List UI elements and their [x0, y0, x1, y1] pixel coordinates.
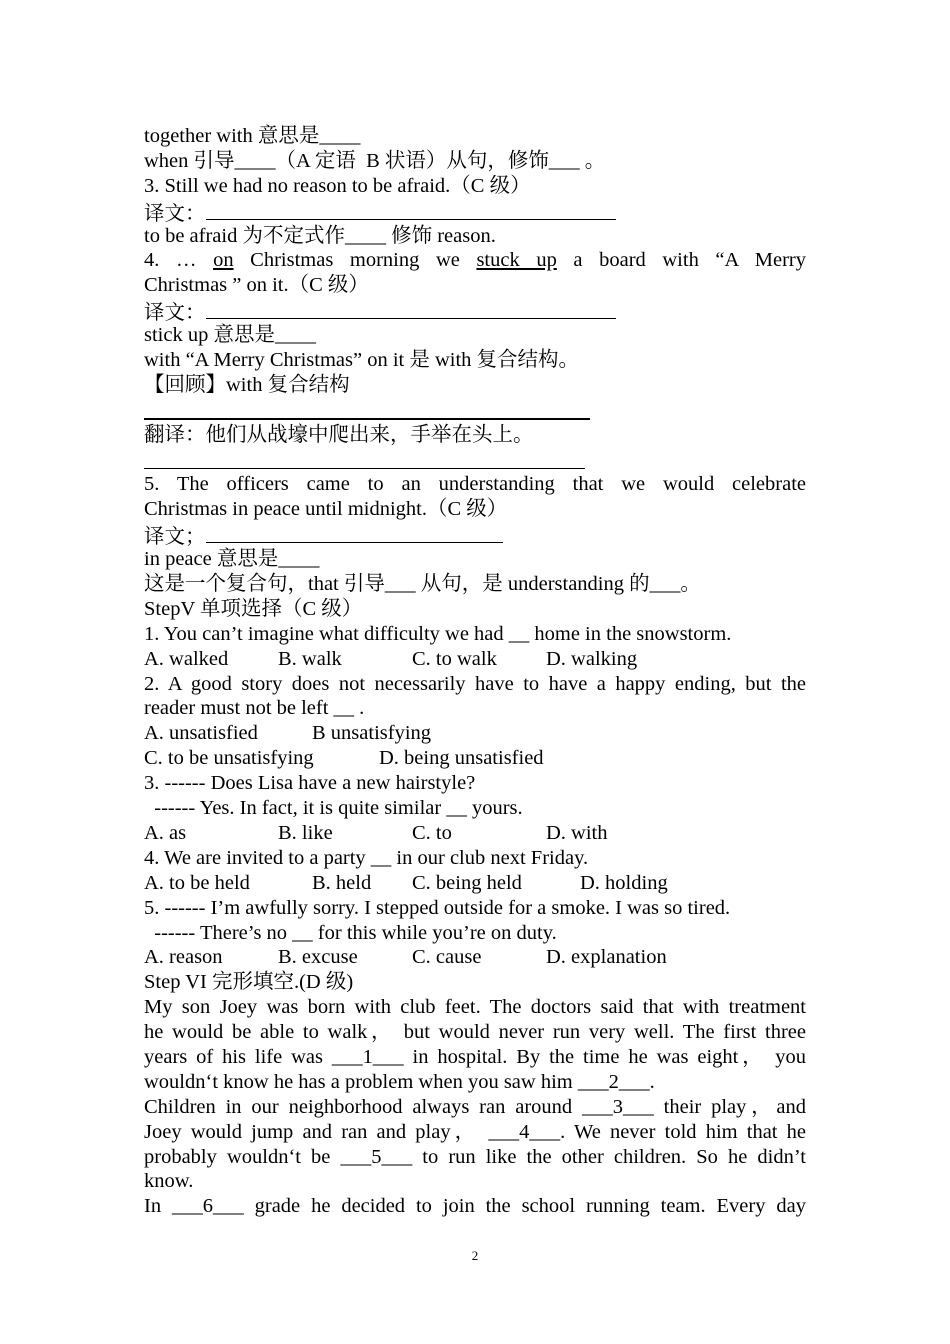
option[interactable]: C. to be unsatisfying — [144, 747, 314, 770]
text-line: 这是一个复合句，that 引导___ 从句，是 understanding 的___。 — [144, 573, 701, 596]
passage-line: know. — [144, 1170, 194, 1193]
mc-options-5 — [144, 945, 806, 970]
translation-line: 译文； — [144, 522, 806, 547]
question-3: 3. Still we had no reason to be afraid.（C 级） — [144, 174, 531, 197]
option[interactable]: C. cause — [412, 946, 482, 969]
text-line: with “A Merry Christmas” on it 是 with 复合结构。 — [144, 349, 580, 372]
option[interactable]: D. explanation — [546, 946, 667, 969]
text-line: Christmas in peace until midnight.（C 级） — [144, 498, 508, 521]
option[interactable]: B unsatisfying — [312, 722, 432, 745]
text-line: ------ Yes. In fact, it is quite similar __ yours. — [144, 797, 523, 820]
translation-line: 译文： — [144, 298, 806, 323]
passage-line: he would be able to walk， but would never run very well. The first three — [144, 1021, 806, 1044]
passage-line: wouldn‘t know he has a problem when you saw him ___2___. — [144, 1070, 655, 1093]
passage-line: In ___6___ grade he decided to join the school running team. Every day — [144, 1195, 806, 1218]
passage-line: Children in our neighborhood always ran around ___3___ their play，and — [144, 1095, 806, 1118]
document-page — [144, 124, 806, 1219]
translation-line: 译文： — [144, 199, 806, 224]
section-heading: StepV 单项选择（C 级） — [144, 597, 363, 620]
question-5: 5. The officers came to an understanding that we would celebrate — [144, 473, 806, 496]
mc-question-4: 4. We are invited to a party __ in our club next Friday. — [144, 846, 589, 869]
text-line: reader must not be left __ . — [144, 697, 365, 720]
mc-question-5: 5. ------ I’m awfully sorry. I stepped outside for a smoke. I was so tired. — [144, 896, 731, 919]
passage-line: probably wouldn‘t be ___5___ to run like the other children. So he didn’t — [144, 1145, 806, 1168]
mc-question-1: 1. You can’t imagine what difficulty we had __ home in the snowstorm. — [144, 622, 732, 645]
option[interactable]: A. to be held — [144, 871, 250, 894]
option[interactable]: B. like — [278, 821, 333, 844]
answer-blank — [206, 298, 616, 319]
answer-rule — [144, 448, 806, 473]
text-line: when 引导____（A 定语 B 状语）从句，修饰___ 。 — [144, 149, 606, 172]
option[interactable]: B. excuse — [278, 946, 358, 969]
option[interactable]: C. to walk — [412, 647, 497, 670]
option[interactable]: B. held — [312, 871, 372, 894]
mc-options-3 — [144, 821, 806, 846]
text-line: stick up 意思是____ — [144, 324, 316, 347]
mc-options-2b — [144, 746, 806, 771]
mc-options-2a — [144, 721, 806, 746]
page-number: 2 — [471, 1248, 479, 1263]
option[interactable]: C. being held — [412, 871, 522, 894]
passage-line: years of his life was ___1___ in hospital. By the time he was eight， you — [144, 1045, 806, 1068]
option[interactable]: D. with — [546, 821, 608, 844]
text-line: ------ There’s no __ for this while you’re on duty. — [144, 921, 557, 944]
option[interactable]: D. being unsatisfied — [379, 747, 544, 770]
answer-blank — [206, 199, 616, 220]
option[interactable]: D. walking — [546, 647, 638, 670]
mc-options-4 — [144, 871, 806, 896]
section-heading: Step VI 完形填空.(D 级) — [144, 971, 354, 994]
option[interactable]: D. holding — [580, 871, 668, 894]
answer-blank — [206, 522, 503, 543]
question-4: 4. … on Christmas morning we stuck up a board with “A Merry — [144, 249, 807, 272]
text-line: 翻译：他们从战壕中爬出来，手举在头上。 — [144, 423, 534, 446]
option[interactable]: A. reason — [144, 946, 223, 969]
option[interactable]: A. unsatisfied — [144, 722, 258, 745]
mc-question-2: 2. A good story does not necessarily have to have a happy ending, but the — [144, 672, 806, 695]
text-line: together with 意思是____ — [144, 125, 361, 147]
passage-line: Joey would jump and ran and play， ___4___. We never told him that he — [144, 1120, 806, 1143]
mc-question-3: 3. ------ Does Lisa have a new hairstyle? — [144, 772, 476, 795]
text-line: Christmas ” on it.（C 级） — [144, 274, 369, 297]
mc-options-1 — [144, 647, 806, 672]
option[interactable]: C. to — [412, 821, 452, 844]
option[interactable]: A. as — [144, 821, 187, 844]
answer-rule — [144, 398, 806, 423]
option[interactable]: B. walk — [278, 647, 342, 670]
option[interactable]: A. walked — [144, 647, 229, 670]
text-line: to be afraid 为不定式作____ 修饰 reason. — [144, 224, 496, 247]
review-heading: 【回顾】with 复合结构 — [144, 373, 350, 396]
text-line: in peace 意思是____ — [144, 548, 320, 571]
passage-line: My son Joey was born with club feet. The doctors said that with treatment — [144, 996, 806, 1019]
